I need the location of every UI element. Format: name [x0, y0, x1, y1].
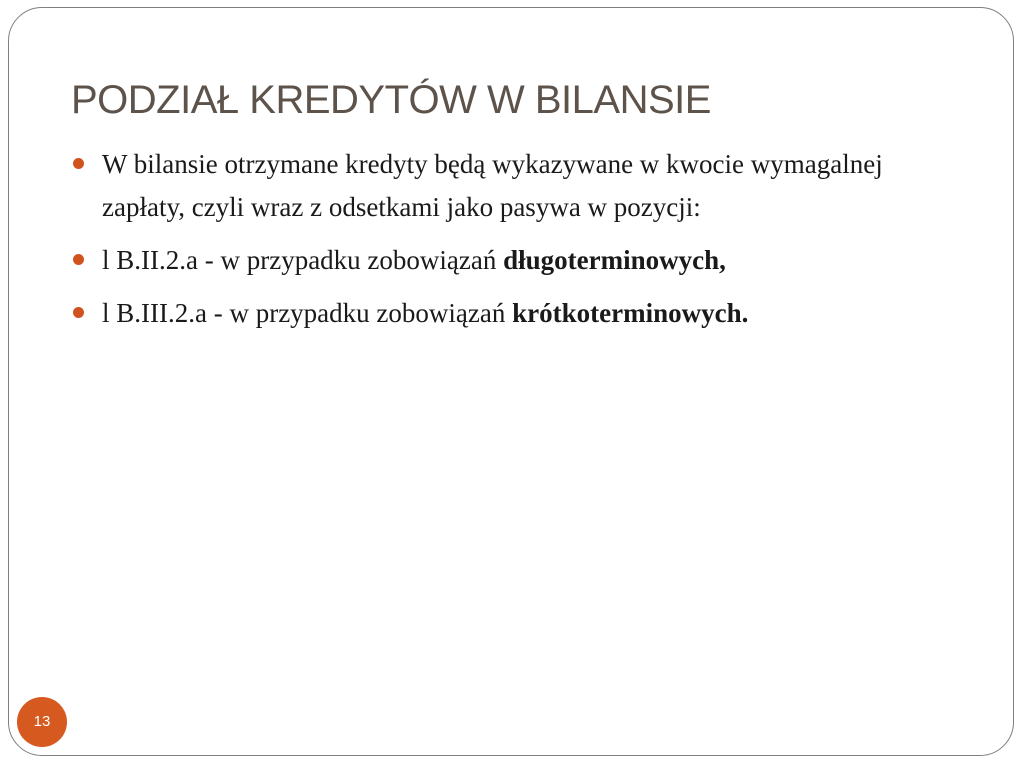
bullet-bold-text: długoterminowych, — [503, 245, 726, 275]
bullet-item-1 — [73, 143, 953, 229]
bullet-item-2 — [73, 239, 953, 282]
slide-frame — [8, 7, 1014, 756]
bullet-item-3 — [73, 292, 953, 335]
slide-title: PODZIAŁ KREDYTÓW W BILANSIE — [71, 78, 711, 122]
bullet-marker-icon — [73, 307, 84, 318]
bullet-marker-icon — [73, 158, 84, 169]
bullet-marker-icon — [73, 254, 84, 265]
bullet-bold-text: krótkoterminowych. — [512, 298, 749, 328]
page-number-badge: 13 — [17, 697, 67, 747]
bullet-text: l B.III.2.a - w przypadku zobowiązań — [102, 298, 513, 328]
bullet-text: W bilansie otrzymane kredyty będą wykazywane w kwocie wymagalnej zapłaty, czyli wraz z odsetkami jako pasywa w pozycji: — [102, 149, 883, 222]
bullet-text: l B.II.2.a - w przypadku zobowiązań — [102, 245, 504, 275]
bullet-list — [73, 143, 953, 345]
